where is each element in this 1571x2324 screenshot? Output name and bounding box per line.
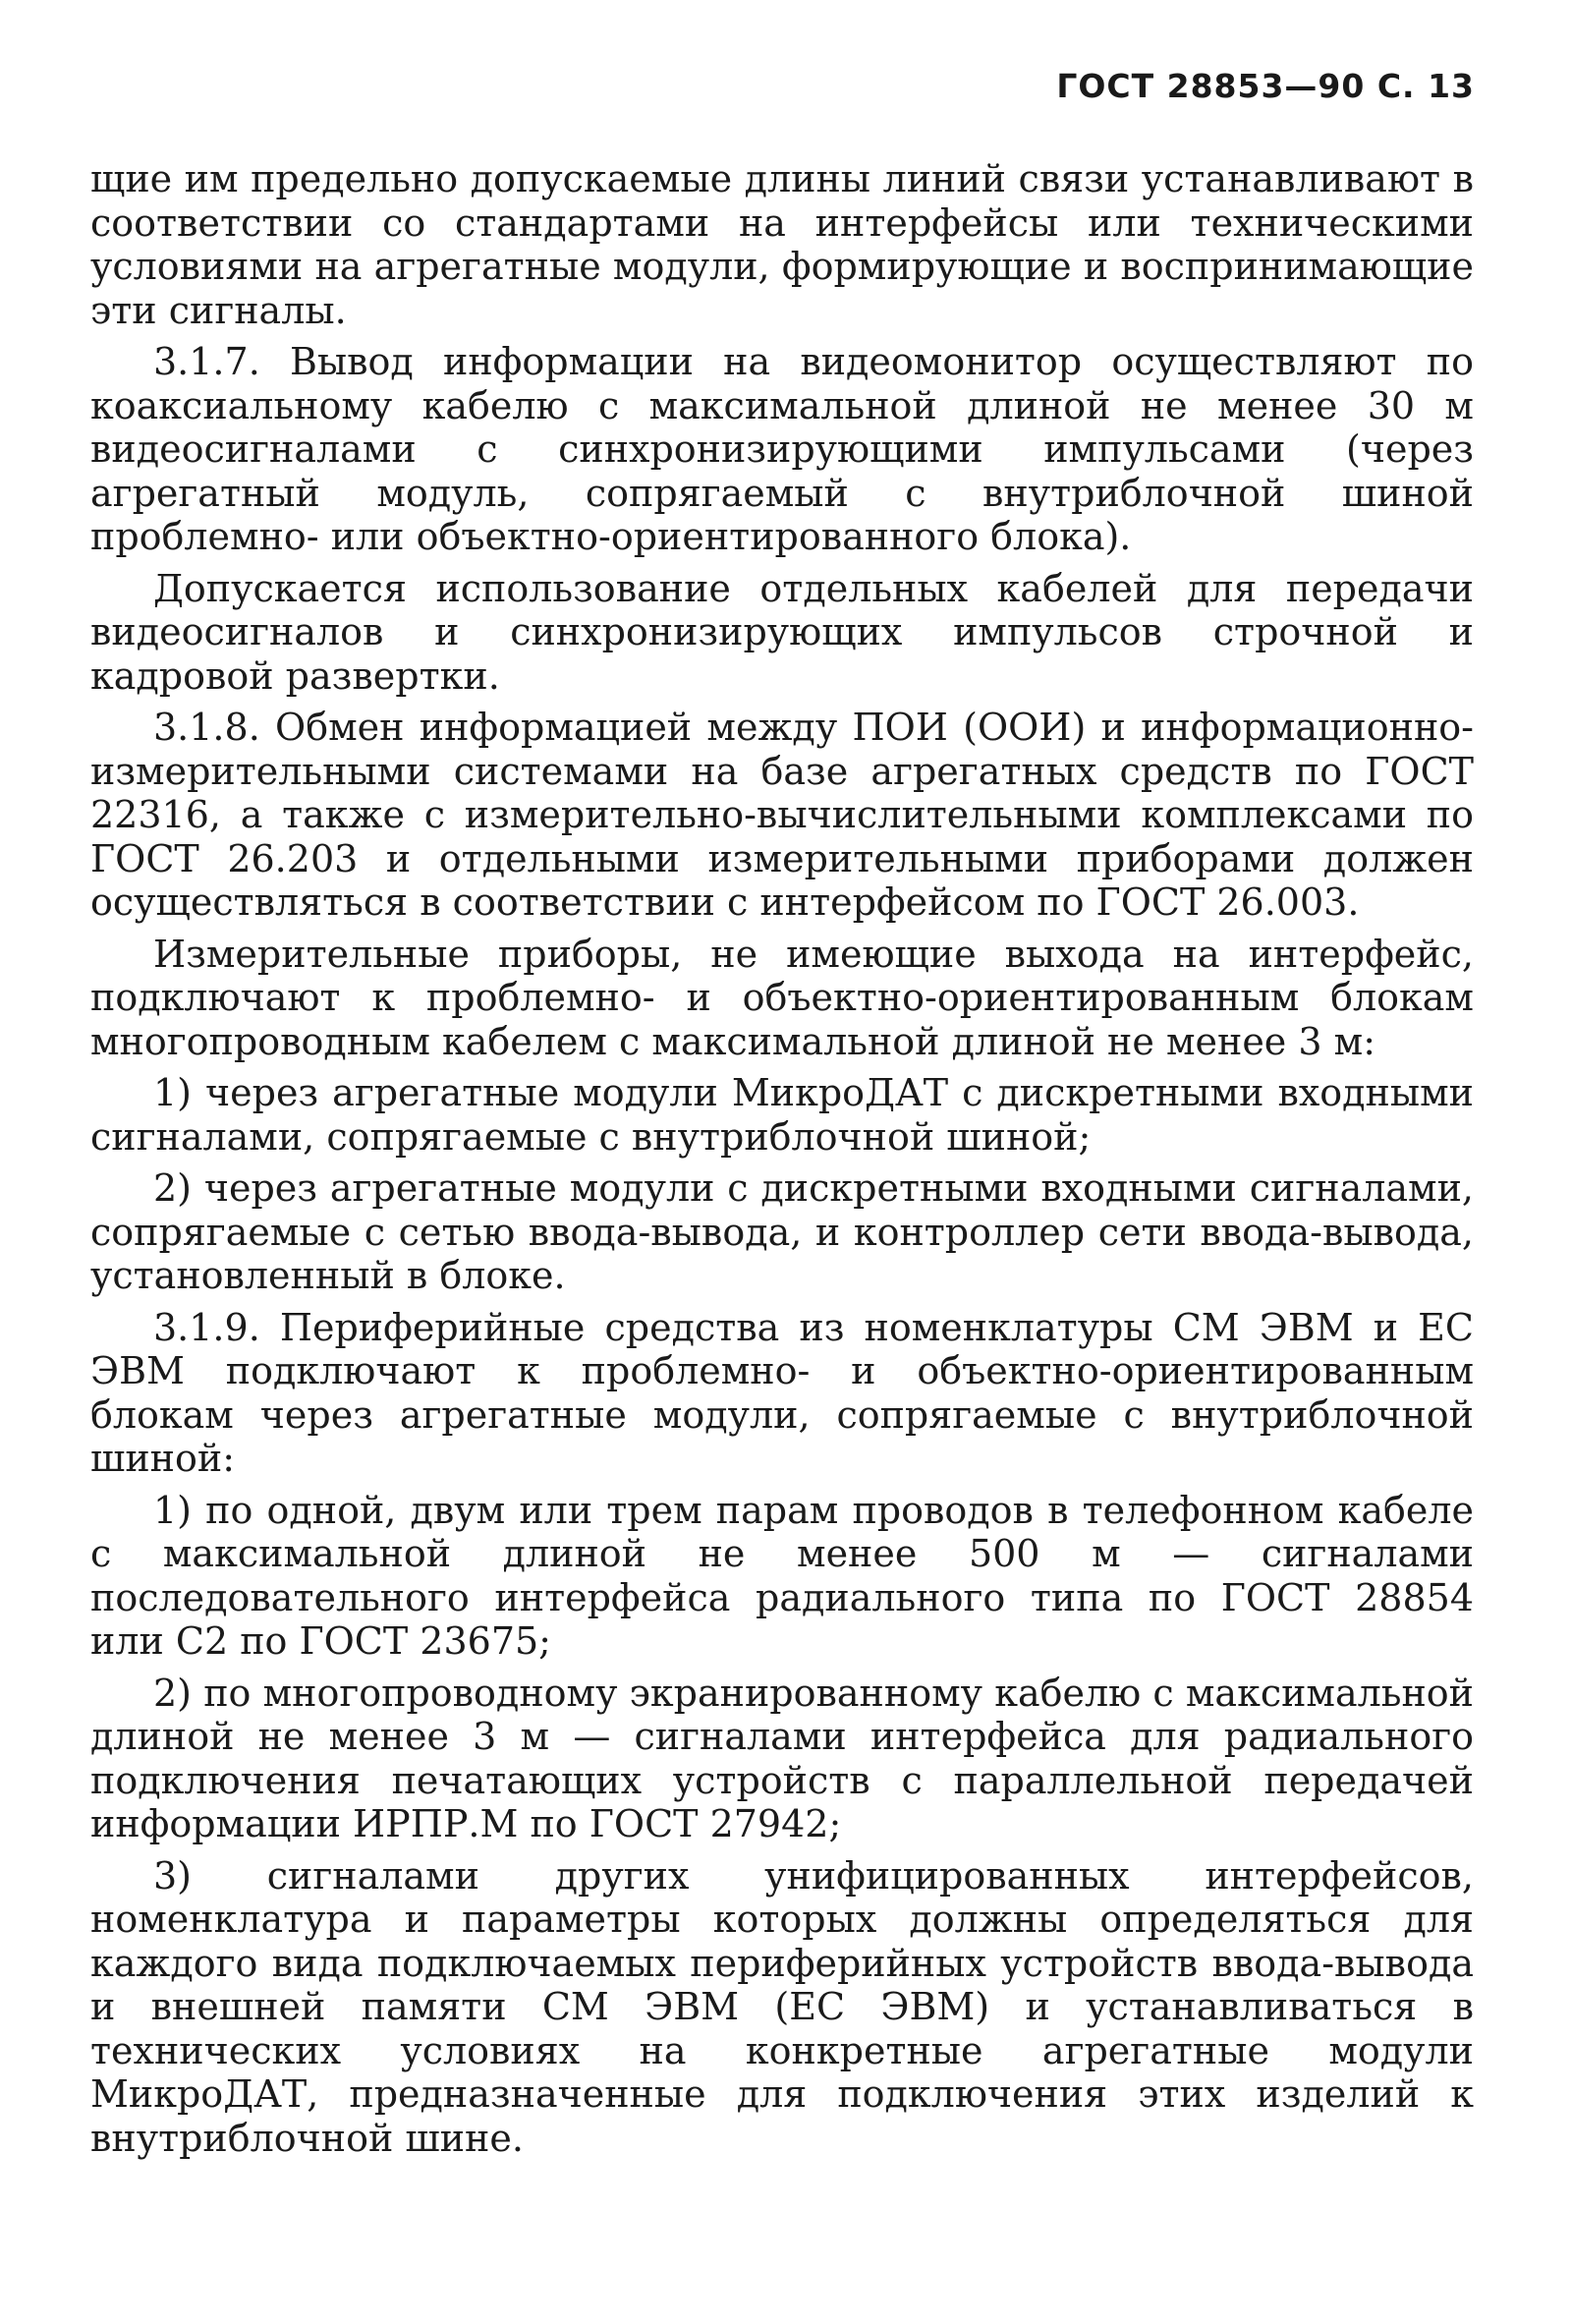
paragraph-measuring-devices: Измерительные приборы, не имеющие выхода на интерфейс, подключают к проблемно- и объектно-ориентированным блокам многопроводным кабелем с максимальной длиной не менее 3 м: — [90, 932, 1474, 1063]
list-item-2b: 2) по многопроводному экранированному кабелю с максимальной длиной не менее 3 м — сигналами интерфейса для радиального подключения печатающих устройств с параллельной передачей информации ИРПР.М по ГОСТ 27942; — [90, 1671, 1474, 1845]
paragraph-continuation: щие им предельно допускаемые длины линий связи устанавливают в соответствии со стандартами на интерфейсы или техническими условиями на агрегатные модули, формирующие и воспринимающие эти сигналы. — [90, 157, 1474, 332]
list-item-1b: 1) по одной, двум или трем парам проводов в телефонном кабеле с максимальной длиной не менее 500 м — сигналами последовательного интерфейса радиального типа по ГОСТ 28854 или С2 по ГОСТ 23675; — [90, 1488, 1474, 1663]
paragraph-3-1-9: 3.1.9. Периферийные средства из номенклатуры СМ ЭВМ и ЕС ЭВМ подключают к проблемно- и объектно-ориентированным блокам через агрегатные модули, сопрягаемые с внутриблочной шиной: — [90, 1305, 1474, 1480]
paragraph-3-1-8: 3.1.8. Обмен информацией между ПОИ (ООИ) и информационно-измерительными системами на базе агрегатных средств по ГОСТ 22316, а также с измерительно-вычислительными комплексами по ГОСТ 26.203 и отдельными измерительными приборами должен осуществляться в соответствии с интерфейсом по ГОСТ 26.003. — [90, 706, 1474, 924]
list-item-3b: 3) сигналами других унифицированных интерфейсов, номенклатура и параметры которых должны определяться для каждого вида подключаемых периферийных устройств ввода-вывода и внешней памяти СМ ЭВМ (ЕС ЭВМ) и устанавливаться в технических условиях на конкретные агрегатные модули МикроДАТ, предназначенные для подключения этих изделий к внутриблочной шине. — [90, 1853, 1474, 2160]
page-header: ГОСТ 28853—90 С. 13 — [1056, 67, 1475, 105]
document-body — [90, 157, 1474, 2168]
list-item-2: 2) через агрегатные модули с дискретными входными сигналами, сопрягаемые с сетью ввода-вывода, и контроллер сети ввода-вывода, установленный в блоке. — [90, 1166, 1474, 1297]
list-item-1: 1) через агрегатные модули МикроДАТ с дискретными входными сигналами, сопрягаемые с внутриблочной шиной; — [90, 1071, 1474, 1159]
paragraph-video-signals: Допускается использование отдельных кабелей для передачи видеосигналов и синхронизирующих импульсов строчной и кадровой развертки. — [90, 566, 1474, 698]
paragraph-3-1-7: 3.1.7. Вывод информации на видеомонитор осуществляют по коаксиальному кабелю с максимальной длиной не менее 30 м видеосигналами с синхронизирующими импульсами (через агрегатный модуль, сопрягаемый с внутриблочной шиной проблемно- или объектно-ориентированного блока). — [90, 340, 1474, 558]
